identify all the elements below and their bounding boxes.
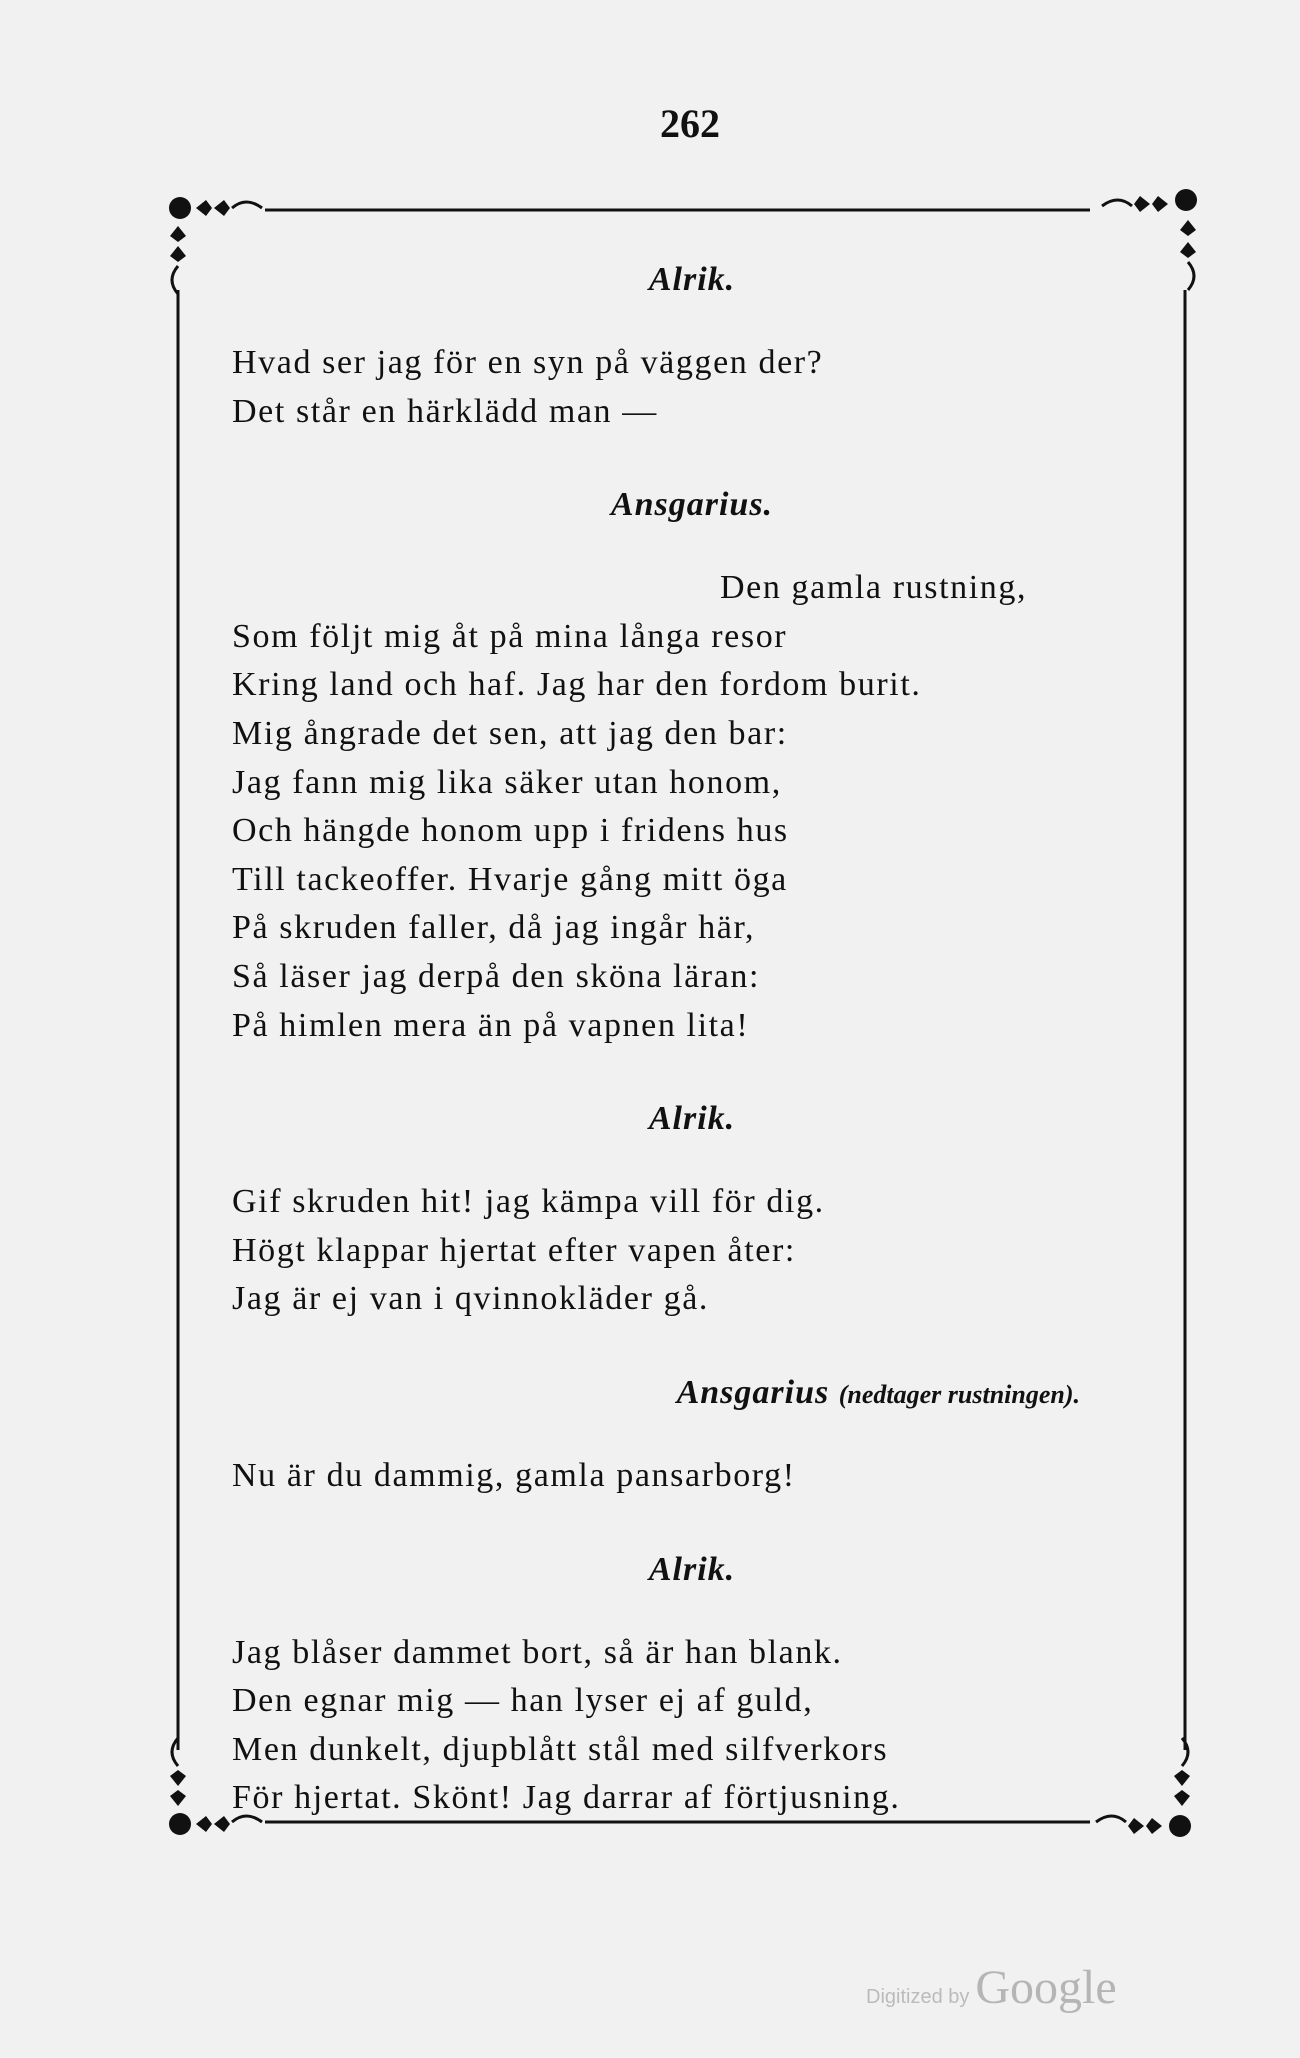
verse-text xyxy=(232,255,1080,1823)
verse-line: Jag är ej van i qvinnokläder gå. xyxy=(232,1280,709,1318)
digitized-watermark xyxy=(866,1960,1117,2015)
verse-line: Men dunkelt, djupblått stål med silfverkors xyxy=(232,1730,889,1768)
corner-ornament-top-right-icon xyxy=(1102,189,1197,290)
verse-line: Kring land och haf. Jag har den fordom burit. xyxy=(232,666,922,704)
verse-line: På skruden faller, då jag ingår här, xyxy=(232,909,756,947)
verse-line: Det står en härklädd man — xyxy=(232,392,658,430)
speaker-heading-with-stage-direction xyxy=(312,1368,1080,1418)
verse-line: För hjertat. Skönt! Jag darrar af förtjusning. xyxy=(232,1779,901,1817)
verse-line: Hvad ser jag för en syn på väggen der? xyxy=(232,344,824,381)
verse-line: Mig ångrade det sen, att jag den bar: xyxy=(232,714,788,752)
google-logo: Google xyxy=(975,1961,1117,2014)
speaker-heading: Ansgarius. xyxy=(610,486,774,524)
speaker-heading: Alrik. xyxy=(648,1550,736,1588)
stage-direction: (nedtager rustningen). xyxy=(838,1379,1080,1409)
speaker-heading: Alrik. xyxy=(648,261,736,298)
digitized-prefix: Digitized by xyxy=(866,1986,970,2008)
verse-line: Gif skruden hit! jag kämpa vill för dig. xyxy=(232,1183,825,1221)
verse-line: Jag fann mig lika säker utan honom, xyxy=(232,763,782,801)
verse-line: Som följt mig åt på mina långa resor xyxy=(232,617,788,655)
verse-line: Nu är du dammig, gamla pansarborg! xyxy=(232,1456,796,1494)
verse-line: På himlen mera än på vapnen lita! xyxy=(232,1006,750,1044)
verse-line: Den gamla rustning, xyxy=(720,569,1028,607)
verse-line: Högt klappar hjertat efter vapen åter: xyxy=(232,1231,796,1269)
page-number: 262 xyxy=(660,101,720,146)
speaker-name: Ansgarius xyxy=(676,1373,830,1411)
verse-line: Den egnar mig — han lyser ej af guld, xyxy=(232,1682,814,1720)
corner-ornament-bottom-right-icon xyxy=(1096,1738,1191,1837)
verse-line: Jag blåser dammet bort, så är han blank. xyxy=(232,1633,843,1671)
speaker-heading: Alrik. xyxy=(648,1100,736,1138)
verse-line: Och hängde honom upp i fridens hus xyxy=(232,812,789,850)
verse-line: Så läser jag derpå den sköna läran: xyxy=(232,957,761,995)
verse-line: Till tackeoffer. Hvarje gång mitt öga xyxy=(232,860,788,898)
